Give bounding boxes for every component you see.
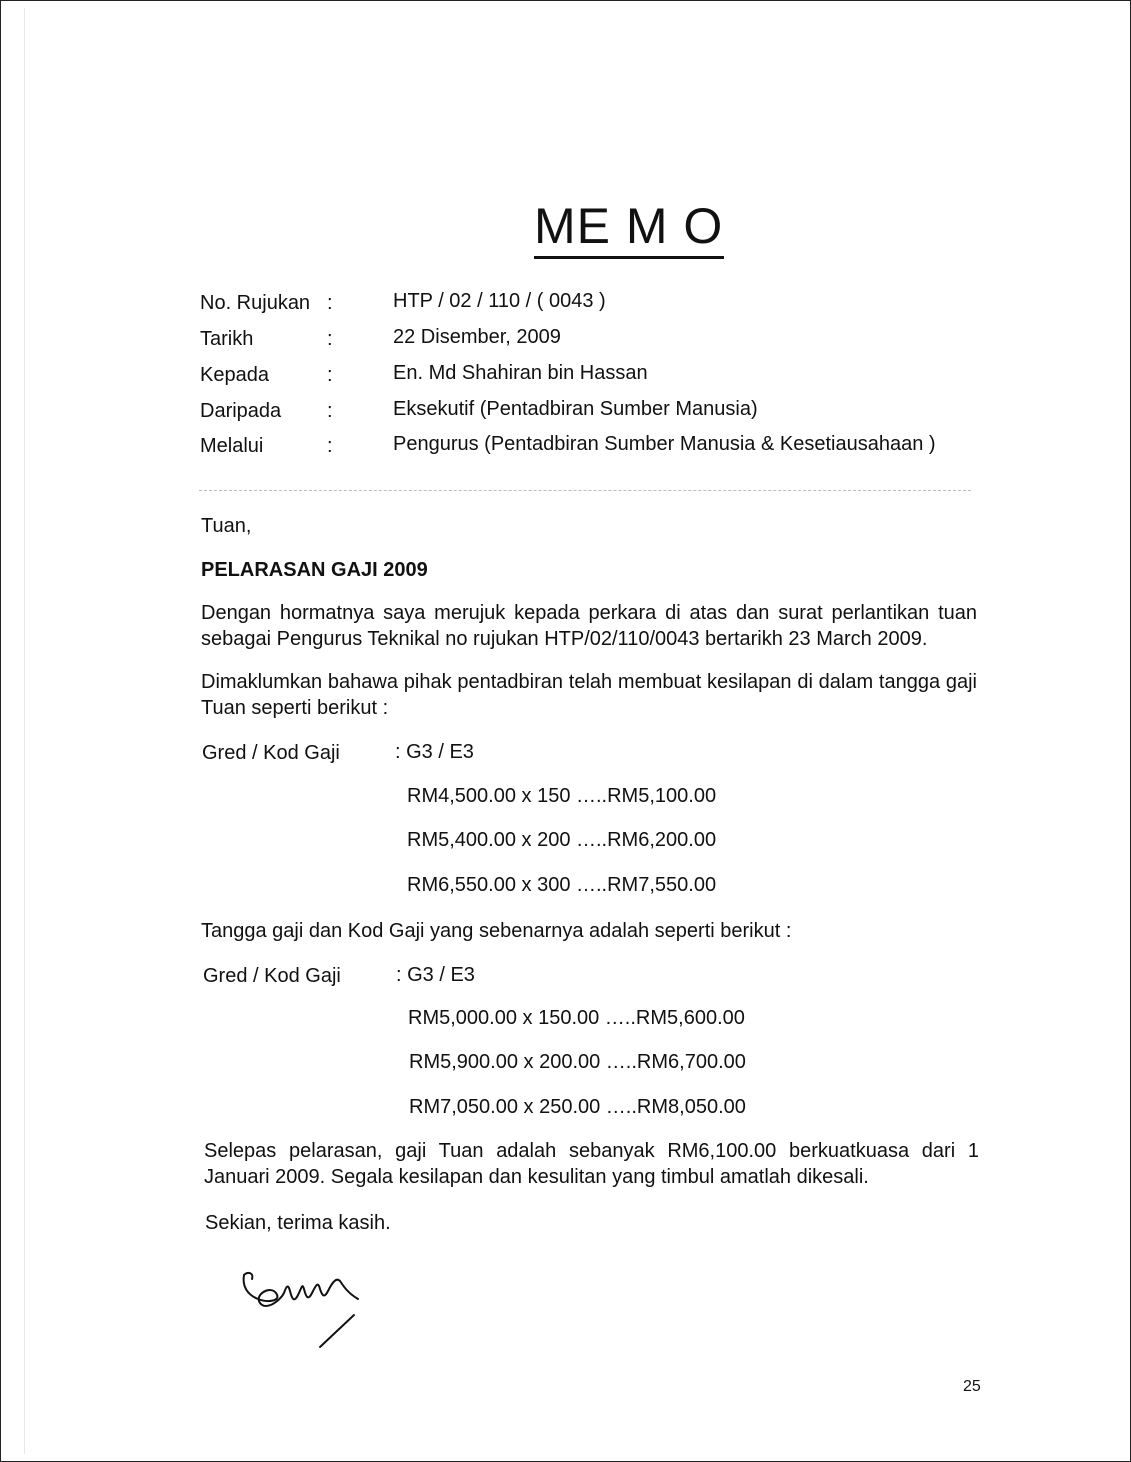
salutation: Tuan,	[201, 515, 252, 537]
salary-line: RM5,400.00 x 200 …..RM6,200.00	[407, 829, 717, 851]
closing: Sekian, terima kasih.	[205, 1212, 391, 1234]
salary-line: RM7,050.00 x 250.00 …..RM8,050.00	[409, 1096, 746, 1118]
salary-line: RM5,000.00 x 150.00 …..RM5,600.00	[408, 1007, 745, 1029]
memo-title: ME M O	[534, 196, 724, 259]
grade-label: Gred / Kod Gaji	[202, 742, 340, 764]
header-divider	[199, 490, 971, 491]
paragraph-reference: Dengan hormatnya saya merujuk kepada perkara di atas dan surat perlantikan tuan sebagai Pengurus Teknikal no rujukan HTP/02/110/0043 bertarikh 23 March 2009.	[201, 602, 977, 650]
subject-heading: PELARASAN GAJI 2009	[201, 559, 428, 581]
header-value-tarikh: 22 Disember, 2009	[393, 326, 561, 348]
page-edge-rule	[24, 8, 25, 1454]
grade-label: Gred / Kod Gaji	[203, 965, 341, 987]
header-value-daripada: Eksekutif (Pentadbiran Sumber Manusia)	[393, 398, 758, 420]
paragraph-adjustment: Selepas pelarasan, gaji Tuan adalah sebanyak RM6,100.00 berkuatkuasa dari 1 Januari 2009. Segala kesilapan dan kesulitan yang timbul amatlah dikesali.	[204, 1140, 979, 1188]
grade-value: : G3 / E3	[396, 964, 475, 986]
header-colon: :	[327, 364, 333, 386]
paragraph-error-notice: Dimaklumkan bahawa pihak pentadbiran telah membuat kesilapan di dalam tangga gaji Tuan seperti berikut :	[201, 671, 977, 719]
paragraph-correct-intro: Tangga gaji dan Kod Gaji yang sebenarnya adalah seperti berikut :	[201, 920, 792, 942]
grade-value: : G3 / E3	[395, 741, 474, 763]
header-colon: :	[327, 435, 333, 457]
header-label-daripada: Daripada	[200, 400, 282, 422]
header-label-melalui: Melalui	[200, 435, 264, 457]
header-label-kepada: Kepada	[200, 364, 269, 386]
salary-line: RM6,550.00 x 300 …..RM7,550.00	[407, 874, 717, 896]
page-number: 25	[963, 1378, 981, 1395]
header-value-rujukan: HTP / 02 / 110 / ( 0043 )	[393, 290, 606, 312]
header-value-kepada: En. Md Shahiran bin Hassan	[393, 362, 648, 384]
signature-mark	[236, 1265, 376, 1360]
header-colon: :	[327, 400, 333, 422]
header-colon: :	[327, 328, 333, 350]
header-value-melalui: Pengurus (Pentadbiran Sumber Manusia & Kesetiausahaan )	[393, 433, 936, 455]
header-colon: :	[327, 292, 333, 314]
header-label-rujukan: No. Rujukan	[200, 292, 311, 314]
header-label-tarikh: Tarikh	[200, 328, 254, 350]
salary-line: RM4,500.00 x 150 …..RM5,100.00	[407, 785, 717, 807]
salary-line: RM5,900.00 x 200.00 …..RM6,700.00	[409, 1051, 746, 1073]
